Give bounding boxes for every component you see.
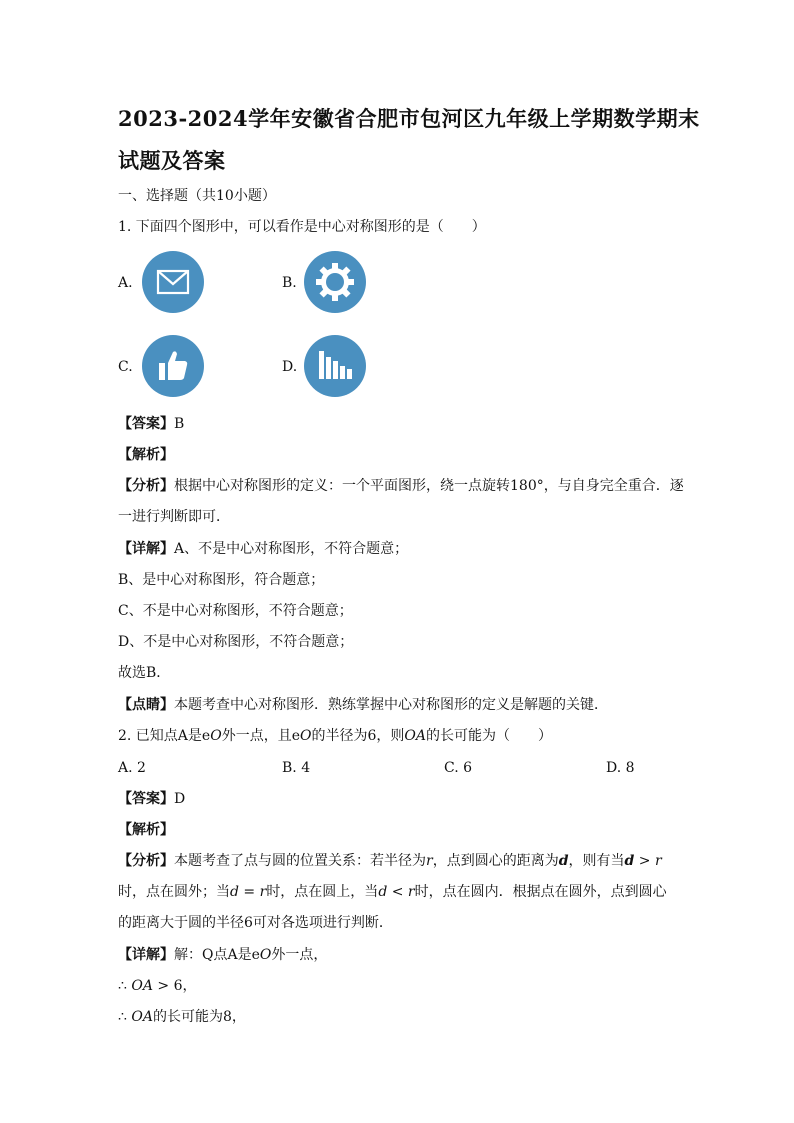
q1-option-a-label: A. (118, 275, 133, 291)
document-title-line2: 试题及答案 (118, 148, 226, 173)
q2-fenxi-text-b: ，点到圆心的距离为 (432, 853, 559, 869)
circle-o: O (210, 728, 222, 744)
q2-fenxi-text-c: ，则有当 (568, 853, 625, 869)
q2-answer (118, 790, 185, 808)
thumbs-up-icon (142, 335, 204, 397)
q2-xiangjie-text-d: 的长可能为8， (152, 1009, 246, 1025)
q2-xiangjie-text-c: > 6， (152, 978, 197, 994)
q2-fenxi-text-f: 时，点在圆内．根据点在圆外，点到圆心 (414, 884, 667, 900)
q2-stem-part-a: 2. 已知点A是 (118, 728, 202, 744)
var-d: d (378, 884, 388, 900)
q1-xiangjie-line4: D、不是中心对称图形，不符合题意； (118, 634, 354, 650)
therefore-symbol: ∴ (118, 1009, 132, 1025)
q2-stem-part-d: 的长可能为（ ） (426, 728, 552, 744)
q2-fenxi-line3: 的距离大于圆的半径6可对各选项进行判断． (118, 915, 393, 931)
q1-fenxi-line2: 一进行判断即可． (118, 509, 230, 525)
segment-oa: OA (131, 978, 153, 994)
greater-than: > (634, 853, 655, 869)
q2-xiangjie-text-a: 解：Q点A是 (174, 947, 252, 963)
q1-answer-value: B (174, 416, 185, 432)
q2-answer-value: D (174, 791, 186, 807)
circle-symbol: e (291, 728, 300, 744)
circle-o: O (259, 947, 272, 963)
q2-stem-part-c: 的半径为6，则 (311, 728, 405, 744)
q2-option-a: A. 2 (118, 760, 146, 776)
gear-icon (304, 251, 366, 313)
q1-answer (118, 415, 184, 433)
circle-symbol: e (201, 728, 211, 744)
q2-fenxi-text-a: 本题考查了点与圆的位置关系：若半径为 (174, 853, 426, 869)
q1-option-c-label: C. (118, 359, 133, 375)
circle-o: O (300, 728, 312, 744)
q1-fenxi-tag: 【分析】 (118, 478, 174, 494)
q1-dianjing-tag: 【点睛】 (118, 697, 174, 713)
q2-xiangjie-line3 (118, 1008, 246, 1026)
q1-xiangjie-text: A、不是中心对称图形，不符合题意； (174, 541, 409, 557)
q2-fenxi-line1 (118, 852, 662, 870)
var-r: r (426, 853, 433, 869)
q2-fenxi-text-d: 时，点在圆外；当 (118, 884, 230, 900)
var-r: r (654, 853, 662, 869)
therefore-symbol: ∴ (118, 978, 132, 994)
q1-xiangjie-line1 (118, 540, 408, 558)
q1-stem: 1. 下面四个图形中，可以看作是中心对称图形的是（ ） (118, 219, 486, 235)
var-d: d (558, 853, 569, 869)
var-d: d (624, 853, 635, 869)
q1-dianjing (118, 696, 608, 714)
q2-answer-tag: 【答案】 (118, 791, 174, 807)
segment-oa: OA (131, 1009, 153, 1025)
bar-chart-icon (304, 335, 366, 397)
q2-xiangjie-line2 (118, 977, 197, 995)
var-r: r (407, 884, 415, 900)
q1-fenxi-line1 (118, 477, 684, 495)
var-r: r (259, 884, 267, 900)
mail-icon (142, 251, 204, 313)
circle-symbol: e (251, 947, 260, 963)
q1-xiangjie-line2: B、是中心对称图形，符合题意； (118, 572, 325, 588)
section-heading: 一、选择题（共10小题） (118, 188, 276, 204)
var-d: d (230, 884, 239, 900)
q2-xiangjie-tag: 【详解】 (118, 947, 174, 963)
q1-analysis-tag: 【解析】 (118, 447, 174, 463)
less-than: < (387, 884, 408, 900)
q2-analysis-tag: 【解析】 (118, 822, 174, 838)
q2-fenxi-tag: 【分析】 (118, 853, 174, 869)
q1-xiangjie-line3: C、不是中心对称图形，不符合题意； (118, 603, 353, 619)
document-title-line1: 2023-2024学年安徽省合肥市包河区九年级上学期数学期末 (118, 106, 700, 131)
q2-fenxi-line2 (118, 883, 667, 901)
q1-xiangjie-line5: 故选B． (118, 665, 171, 681)
q2-xiangjie-text-b: 外一点， (271, 947, 328, 963)
q2-option-d: D. 8 (606, 760, 635, 776)
q2-xiangjie-line1 (118, 946, 327, 964)
q1-answer-tag: 【答案】 (118, 416, 174, 432)
q2-stem (118, 727, 552, 745)
q1-dianjing-text: 本题考查中心对称图形．熟练掌握中心对称图形的定义是解题的关键． (174, 697, 608, 713)
q2-stem-part-b: 外一点，且 (221, 728, 292, 744)
q1-fenxi-text: 根据中心对称图形的定义：一个平面图形，绕一点旋转180°，与自身完全重合．逐 (174, 478, 684, 494)
q1-option-b-label: B. (282, 275, 297, 291)
q1-option-d-label: D. (282, 359, 298, 375)
equals: = (238, 884, 260, 900)
q2-option-b: B. 4 (282, 760, 311, 776)
q1-xiangjie-tag: 【详解】 (118, 541, 174, 557)
q2-option-c: C. 6 (444, 760, 473, 776)
q2-fenxi-text-e: 时，点在圆上，当 (266, 884, 379, 900)
segment-oa: OA (404, 728, 426, 744)
